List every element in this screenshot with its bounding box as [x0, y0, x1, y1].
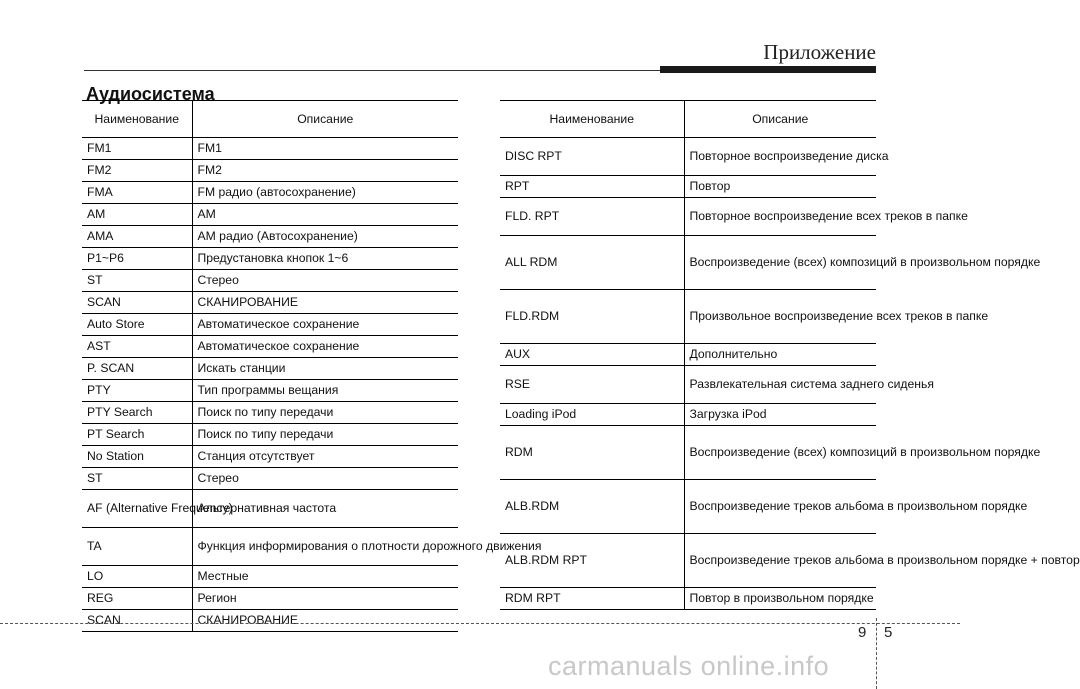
chapter-title: Приложение	[763, 40, 876, 64]
table-row	[500, 404, 876, 426]
description-cell: Стерео	[192, 270, 458, 292]
description-cell: Повторное воспроизведение диска	[684, 138, 876, 176]
abbreviation-cell: Auto Store	[82, 314, 192, 336]
table-row	[500, 588, 876, 610]
table-row	[500, 198, 876, 236]
footer-crop-mark	[876, 618, 877, 689]
table-row	[82, 314, 458, 336]
description-cell: Воспроизведение треков альбома в произвольном порядке + повтор	[684, 534, 876, 588]
abbreviation-cell: AM	[82, 204, 192, 226]
description-cell: Автоматическое сохранение	[192, 314, 458, 336]
description-cell: Дополнительно	[684, 344, 876, 366]
table-header-row	[82, 101, 458, 138]
abbreviation-cell: PTY	[82, 380, 192, 402]
description-cell: Воспроизведение (всех) композиций в произвольном порядке	[684, 426, 876, 480]
table-row	[500, 534, 876, 588]
column-header-name: Наименование	[500, 101, 684, 138]
table-header-row	[500, 101, 876, 138]
table-row	[82, 588, 458, 610]
column-header-description: Описание	[192, 101, 458, 138]
table-row	[82, 380, 458, 402]
description-cell: FM2	[192, 160, 458, 182]
description-cell: СКАНИРОВАНИЕ	[192, 292, 458, 314]
abbreviation-cell: RSE	[500, 366, 684, 404]
right-abbreviation-table	[500, 100, 1080, 610]
page-number-chapter: 9	[858, 624, 867, 641]
table-row	[82, 610, 458, 632]
abbreviation-cell: FLD. RPT	[500, 198, 684, 236]
description-cell: Развлекательная система заднего сиденья	[684, 366, 876, 404]
abbreviation-cell: FM1	[82, 138, 192, 160]
table-row	[500, 426, 876, 480]
description-cell: Воспроизведение (всех) композиций в произвольном порядке	[684, 236, 876, 290]
abbreviation-cell: P. SCAN	[82, 358, 192, 380]
header-rule	[84, 70, 660, 71]
abbreviation-cell: P1~P6	[82, 248, 192, 270]
table-row	[82, 138, 458, 160]
table-row	[82, 182, 458, 204]
table-row	[500, 236, 876, 290]
section-title: Аудиосистема	[86, 84, 215, 104]
description-cell: Искать станции	[192, 358, 458, 380]
table-row	[82, 424, 458, 446]
abbreviation-cell: Loading iPod	[500, 404, 684, 426]
description-cell: Повтор в произвольном порядке	[684, 588, 876, 610]
table-row	[82, 566, 458, 588]
description-cell: AM радио (Автосохранение)	[192, 226, 458, 248]
table-row	[82, 358, 458, 380]
table-row	[500, 480, 876, 534]
description-cell: Поиск по типу передачи	[192, 402, 458, 424]
description-cell: Автоматическое сохранение	[192, 336, 458, 358]
table-row	[82, 160, 458, 182]
description-cell: FM1	[192, 138, 458, 160]
description-cell: FM радио (автосохранение)	[192, 182, 458, 204]
table-row	[82, 490, 458, 528]
description-cell: Функция информирования о плотности дорожного движения	[192, 528, 458, 566]
description-cell: Альтернативная частота	[192, 490, 458, 528]
abbreviation-cell: RPT	[500, 176, 684, 198]
description-cell: Регион	[192, 588, 458, 610]
abbreviation-cell: FM2	[82, 160, 192, 182]
abbreviation-cell: FMA	[82, 182, 192, 204]
description-cell: Воспроизведение треков альбома в произвольном порядке	[684, 480, 876, 534]
table-row	[500, 366, 876, 404]
table-row	[82, 468, 458, 490]
table-row	[82, 248, 458, 270]
abbreviation-cell: RDM RPT	[500, 588, 684, 610]
table-row	[82, 528, 458, 566]
column-header-description: Описание	[684, 101, 876, 138]
abbreviation-cell: ST	[82, 270, 192, 292]
description-cell: Произвольное воспроизведение всех треков в папке	[684, 290, 876, 344]
description-cell: Станция отсутствует	[192, 446, 458, 468]
abbreviation-cell: PTY Search	[82, 402, 192, 424]
abbreviation-cell: ALB.RDM	[500, 480, 684, 534]
description-cell: Поиск по типу передачи	[192, 424, 458, 446]
table-row	[82, 402, 458, 424]
abbreviation-cell: AMA	[82, 226, 192, 248]
table-row	[500, 344, 876, 366]
right-table-body	[500, 138, 1080, 610]
description-cell: Стерео	[192, 468, 458, 490]
abbreviation-cell: No Station	[82, 446, 192, 468]
table-row	[82, 270, 458, 292]
page-number-page: 5	[884, 624, 893, 641]
description-cell: Повтор	[684, 176, 876, 198]
abbreviation-cell: TA	[82, 528, 192, 566]
abbreviation-cell: AF (Alternative Frequency)	[82, 490, 192, 528]
table-row	[82, 446, 458, 468]
abbreviation-cell: DISC RPT	[500, 138, 684, 176]
table-row	[500, 138, 876, 176]
table-row	[500, 290, 876, 344]
abbreviation-cell: SCAN	[82, 292, 192, 314]
abbreviation-cell: REG	[82, 588, 192, 610]
description-cell: СКАНИРОВАНИЕ	[192, 610, 458, 632]
abbreviation-cell: SCAN	[82, 610, 192, 632]
abbreviation-cell: PT Search	[82, 424, 192, 446]
description-cell: Предустановка кнопок 1~6	[192, 248, 458, 270]
description-cell: Тип программы вещания	[192, 380, 458, 402]
abbreviation-cell: FLD.RDM	[500, 290, 684, 344]
description-cell: Загрузка iPod	[684, 404, 876, 426]
description-cell: Повторное воспроизведение всех треков в папке	[684, 198, 876, 236]
abbreviation-cell: ST	[82, 468, 192, 490]
abbreviation-cell: ALB.RDM RPT	[500, 534, 684, 588]
footer-dashed-line	[0, 623, 960, 624]
abbreviation-cell: RDM	[500, 426, 684, 480]
abbreviation-cell: ALL RDM	[500, 236, 684, 290]
abbreviation-cell: AUX	[500, 344, 684, 366]
table-row	[500, 176, 876, 198]
description-cell: Местные	[192, 566, 458, 588]
header-bar	[660, 66, 876, 73]
table-row	[82, 204, 458, 226]
table-row	[82, 336, 458, 358]
abbreviation-cell: LO	[82, 566, 192, 588]
abbreviation-cell: AST	[82, 336, 192, 358]
watermark: carmanuals online.info	[548, 651, 830, 681]
table-row	[82, 292, 458, 314]
column-header-name: Наименование	[82, 101, 192, 138]
table-row	[82, 226, 458, 248]
description-cell: AM	[192, 204, 458, 226]
